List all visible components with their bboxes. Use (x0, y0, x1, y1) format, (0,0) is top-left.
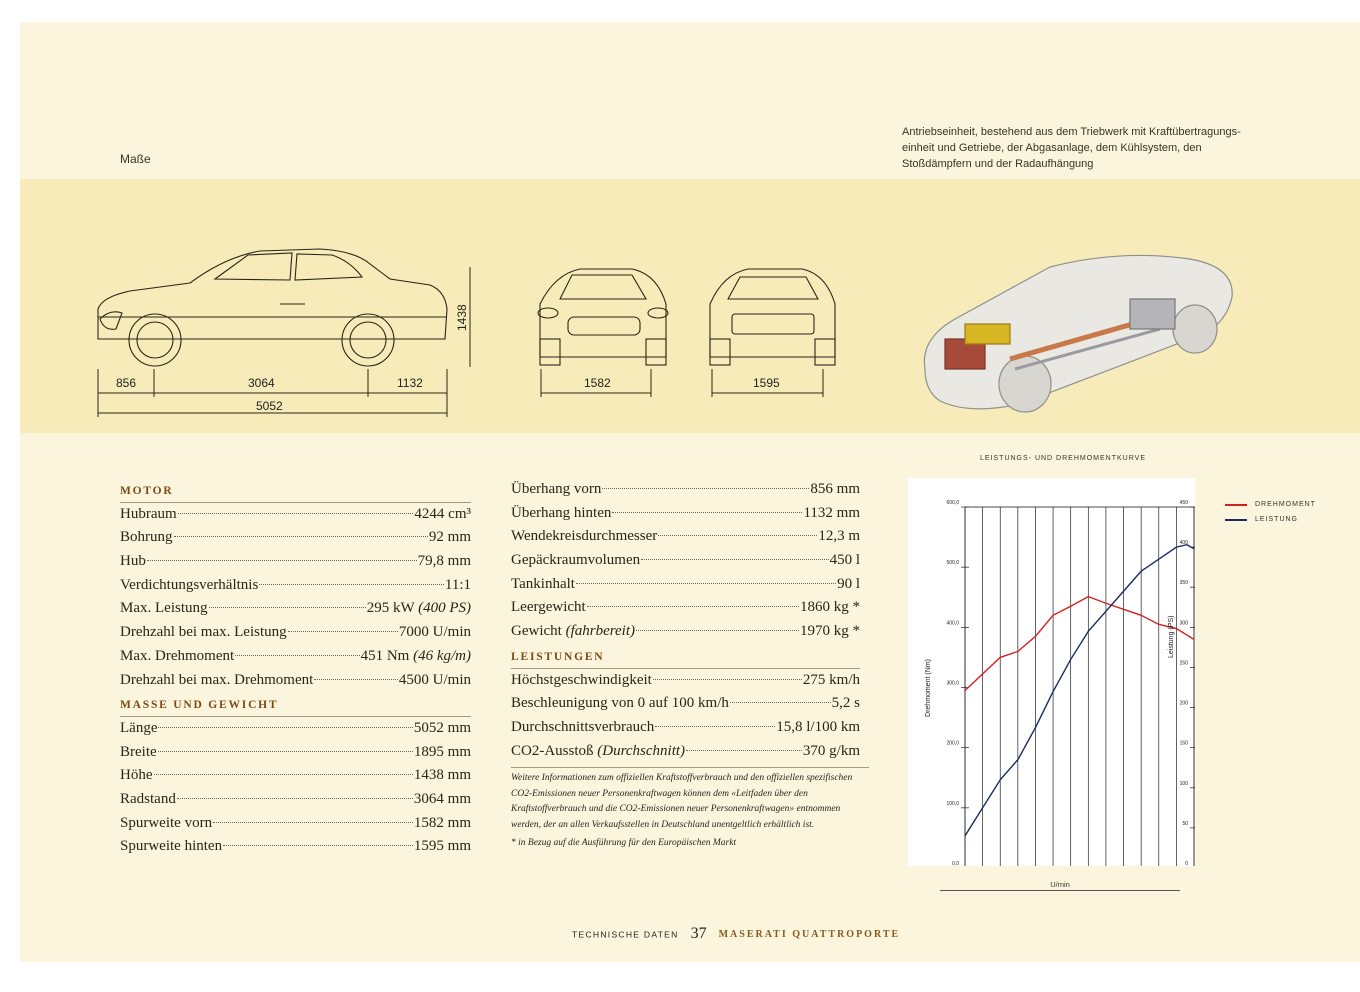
spec-label (120, 788, 176, 812)
spec-label-text: CO2-Ausstoß (511, 742, 594, 759)
spec-label (511, 478, 601, 502)
spec-value (429, 526, 471, 550)
power-torque-chart (908, 478, 1195, 866)
dot-leader (288, 631, 398, 632)
spec-row (120, 621, 471, 645)
spec-value-qualifier: (46 kg/m) (413, 647, 471, 664)
y2-tick-label: 400 (1179, 540, 1188, 547)
dot-leader (655, 726, 775, 727)
spec-value-text: 450 l (829, 552, 860, 569)
spec-value-text: 295 kW (366, 600, 415, 617)
spec-value (414, 717, 471, 741)
spec-label (120, 503, 177, 527)
dot-leader (154, 774, 413, 775)
y2-tick-label: 250 (1179, 660, 1188, 667)
dim-track-front: 1582 (584, 376, 611, 390)
spec-label (120, 741, 157, 765)
spec-value-text: 5052 mm (413, 719, 471, 736)
dot-leader (641, 559, 828, 560)
spec-value (414, 764, 471, 788)
star-footnote: * in Bezug auf die Ausführung für den Europäischen Markt (511, 838, 737, 848)
legend-item-power (1225, 512, 1316, 527)
spec-row (120, 574, 471, 598)
dim-height: 1438 (455, 304, 469, 331)
page-number: 37 (690, 925, 707, 943)
y-tick-label: 0,0 (952, 861, 959, 866)
spec-label (511, 502, 611, 526)
chart-panel (908, 478, 1195, 866)
spec-label-text: Gepäckraumvolumen (511, 552, 641, 569)
spec-row (511, 549, 860, 573)
y2-axis-label: Leistung (PS) (1168, 615, 1175, 658)
dot-leader (653, 679, 802, 680)
y-tick-label: 100,0 (946, 800, 959, 807)
spec-label (120, 597, 208, 621)
dim-length: 5052 (256, 399, 283, 413)
spec-value-text: 1438 mm (413, 767, 471, 784)
power-line (965, 545, 1194, 836)
footnote-divider (511, 767, 869, 768)
dot-leader (147, 560, 417, 561)
spec-label-qualifier: (Durchschnitt) (597, 742, 686, 759)
spec-label-text: Verdichtungsverhältnis (120, 576, 259, 593)
dim-overhang-front: 856 (116, 376, 137, 390)
y2-tick-label: 100 (1179, 780, 1188, 787)
spec-label (120, 574, 258, 598)
spec-value (803, 669, 860, 693)
spec-value-text: 1895 mm (413, 743, 471, 760)
spec-row (120, 526, 471, 550)
spec-value-text: 370 g/km (802, 742, 860, 759)
spec-value-text: 79,8 mm (417, 553, 471, 570)
spec-value-text: 1595 mm (413, 838, 471, 855)
spec-value-text: 4244 cm³ (414, 505, 471, 522)
dot-leader (636, 630, 799, 631)
legend-power-label: LEISTUNG (1255, 516, 1299, 523)
spec-label (511, 573, 575, 597)
dot-leader (587, 606, 799, 607)
dim-overhang-rear: 1132 (397, 376, 423, 390)
spec-value (414, 788, 471, 812)
spec-value-text: 275 km/h (802, 671, 860, 688)
spec-label (120, 645, 234, 669)
spec-label-text: Spurweite vorn (120, 814, 213, 831)
spec-label (511, 692, 729, 716)
y-tick-label: 400,0 (946, 620, 959, 627)
spec-value (399, 669, 471, 693)
spec-value-text: 4500 U/min (398, 671, 471, 688)
spec-label (120, 526, 173, 550)
legend-item-torque (1225, 497, 1316, 512)
footer-section: TECHNISCHE DATEN (572, 929, 679, 940)
spec-column-right (511, 478, 860, 763)
spec-value (414, 835, 471, 859)
rear-view-car (710, 269, 835, 365)
spec-value (418, 550, 471, 574)
spec-value-text: 5,2 s (831, 695, 860, 712)
spec-label-qualifier: (fahrbereit) (565, 623, 636, 640)
spec-row (511, 525, 860, 549)
spec-value (803, 740, 860, 764)
spec-value-text: 90 l (837, 575, 860, 592)
spec-value (367, 597, 471, 621)
dot-leader (174, 536, 428, 537)
spec-label-text: Wendekreisdurchmesser (511, 528, 658, 545)
dot-leader (686, 750, 802, 751)
spec-label-text: Radstand (120, 790, 176, 807)
dot-leader (576, 583, 836, 584)
y-axis-label: Drehmoment (Nm) (925, 659, 932, 717)
dot-leader (612, 512, 802, 513)
front-view-car (538, 269, 668, 365)
section-leistungen-title: LEISTUNGEN (511, 644, 860, 669)
page (20, 22, 1360, 962)
spec-value (800, 596, 860, 620)
spec-row (120, 503, 471, 527)
spec-row (511, 692, 860, 716)
y2-tick-label: 200 (1179, 700, 1188, 707)
spec-value (810, 478, 860, 502)
spec-row (120, 717, 471, 741)
dot-leader (158, 751, 413, 752)
spec-value-text: 15,8 l/100 km (776, 718, 860, 735)
spec-label-text: Überhang hinten (511, 504, 612, 521)
dot-leader (158, 727, 412, 728)
spec-label-text: Höchstgeschwindigkeit (511, 671, 652, 688)
spec-value (837, 573, 860, 597)
spec-label (511, 525, 657, 549)
spec-label (511, 549, 640, 573)
spec-row (120, 788, 471, 812)
spec-row (511, 620, 860, 644)
spec-label (120, 717, 157, 741)
dot-leader (602, 488, 809, 489)
torque-line (965, 597, 1194, 691)
co2-footnote: Weitere Informationen zum offiziellen Kraftstoffverbrauch und den offiziellen spezifischen CO2-Emissionen neuer Personenkraftwagen können dem «Leitfaden über den Kraftstoffverbrauch und die CO2-Emissionen neuer Personenkraftwagen» entnommen werden, der an allen Verkaufsstellen in Deutschland unentgeltlich erhältlich ist. (511, 773, 853, 830)
technical-drawings (20, 179, 1360, 433)
spec-label-text: Gewicht (511, 623, 562, 640)
spec-row (511, 669, 860, 693)
spec-row (120, 741, 471, 765)
spec-label (511, 669, 652, 693)
spec-row (511, 502, 860, 526)
spec-label (120, 621, 287, 645)
chart-title: LEISTUNGS- UND DREHMOMENTKURVE (980, 455, 1146, 462)
spec-row (511, 716, 860, 740)
spec-value (445, 574, 471, 598)
spec-row (511, 740, 860, 764)
plot-frame (965, 507, 1194, 866)
spec-row (120, 764, 471, 788)
spec-value-text: 1582 mm (413, 814, 471, 831)
spec-value-text: 3064 mm (413, 790, 471, 807)
drivetrain-description: Antriebseinheit, bestehend aus dem Triebwerk mit Kraftübertragungs-einheit und Getriebe, der Abgasanlage, dem Kühlsystem, den Stoßdämpfern und der Radaufhängung (902, 126, 1241, 170)
spec-value (776, 716, 860, 740)
spec-label (120, 550, 146, 574)
spec-value-text: 12,3 m (818, 528, 860, 545)
y2-tick-label: 0 (1185, 861, 1188, 866)
y-tick-label: 600,0 (946, 500, 959, 506)
dim-wheelbase: 3064 (248, 376, 275, 390)
dot-leader (235, 655, 359, 656)
spec-row (511, 478, 860, 502)
dot-leader (177, 798, 413, 799)
y2-tick-label: 300 (1179, 620, 1188, 627)
spec-value-text: 7000 U/min (398, 624, 471, 641)
dot-leader (314, 679, 398, 680)
spec-value (800, 620, 860, 644)
dimension-lines (98, 267, 823, 417)
legend-torque-label: DREHMOMENT (1255, 501, 1316, 508)
spec-row (511, 573, 860, 597)
y2-tick-label: 50 (1182, 820, 1188, 827)
spec-value (803, 502, 860, 526)
y2-tick-label: 350 (1179, 580, 1188, 587)
y-tick-label: 200,0 (946, 740, 959, 747)
dim-track-rear: 1595 (753, 376, 780, 390)
masse-label: Maße (120, 152, 151, 166)
spec-label-text: Überhang vorn (511, 481, 602, 497)
spec-value-text: 1970 kg * (800, 623, 860, 640)
spec-label-text: Breite (120, 743, 157, 760)
dot-leader (223, 845, 413, 846)
dot-leader (259, 584, 444, 585)
spec-row (120, 550, 471, 574)
spec-label (511, 596, 586, 620)
spec-label-text: Länge (120, 719, 158, 736)
page-footer (572, 925, 900, 943)
dot-leader (178, 513, 414, 514)
spec-value-text: 1132 mm (803, 504, 860, 521)
spec-label-text: Hub (120, 553, 146, 570)
spec-value (414, 503, 471, 527)
spec-row (120, 812, 471, 836)
spec-label-text: Max. Drehmoment (120, 647, 235, 664)
spec-label-text: Höhe (120, 767, 153, 784)
dot-leader (213, 822, 413, 823)
spec-value (414, 741, 471, 765)
spec-label-text: Tankinhalt (511, 575, 575, 592)
spec-value-text: 11:1 (444, 576, 471, 593)
spec-label (511, 620, 635, 644)
spec-label (120, 812, 212, 836)
spec-row (120, 597, 471, 621)
spec-value (361, 645, 471, 669)
y-tick-label: 500,0 (946, 560, 959, 567)
spec-label-text: Leergewicht (511, 599, 586, 616)
dot-leader (658, 535, 817, 536)
spec-value (832, 692, 860, 716)
section-mass-title: MASSE UND GEWICHT (120, 692, 471, 717)
spec-value (818, 525, 860, 549)
spec-label-text: Durchschnittsverbrauch (511, 718, 655, 735)
spec-label (120, 669, 313, 693)
spec-row (120, 645, 471, 669)
spec-label (120, 835, 222, 859)
chart-x-unit: U/min (940, 880, 1180, 891)
spec-value-text: 451 Nm (360, 647, 410, 664)
spec-label-text: Beschleunigung von 0 auf 100 km/h (511, 695, 729, 712)
spec-row (120, 669, 471, 693)
side-view-car (98, 249, 447, 366)
spec-value (830, 549, 860, 573)
spec-row (120, 835, 471, 859)
dot-leader (730, 702, 831, 703)
spec-label (120, 764, 153, 788)
cutaway-car-illustration (924, 255, 1232, 412)
spec-label-text: Spurweite hinten (120, 838, 223, 855)
spec-column-left (120, 478, 471, 859)
spec-label-text: Hubraum (120, 505, 177, 522)
spec-value-text: 856 mm (810, 481, 860, 497)
spec-value-text: 1860 kg * (800, 599, 860, 616)
y2-tick-label: 450 (1179, 500, 1188, 506)
spec-value (414, 812, 471, 836)
footer-brand: MASERATI QUATTROPORTE (718, 928, 901, 940)
spec-label (511, 716, 654, 740)
spec-label-text: Drehzahl bei max. Leistung (120, 624, 287, 641)
spec-value (399, 621, 471, 645)
spec-label (511, 740, 685, 764)
spec-value-qualifier: (400 PS) (418, 600, 471, 617)
spec-value-text: 92 mm (428, 529, 471, 546)
spec-row (511, 596, 860, 620)
y2-tick-label: 150 (1179, 740, 1188, 747)
y-tick-label: 300,0 (946, 680, 959, 687)
dot-leader (209, 607, 366, 608)
section-motor-title: MOTOR (120, 478, 471, 503)
spec-label-text: Drehzahl bei max. Drehmoment (120, 671, 314, 688)
spec-label-text: Max. Leistung (120, 600, 208, 617)
spec-label-text: Bohrung (120, 529, 173, 546)
chart-legend (1225, 497, 1316, 527)
